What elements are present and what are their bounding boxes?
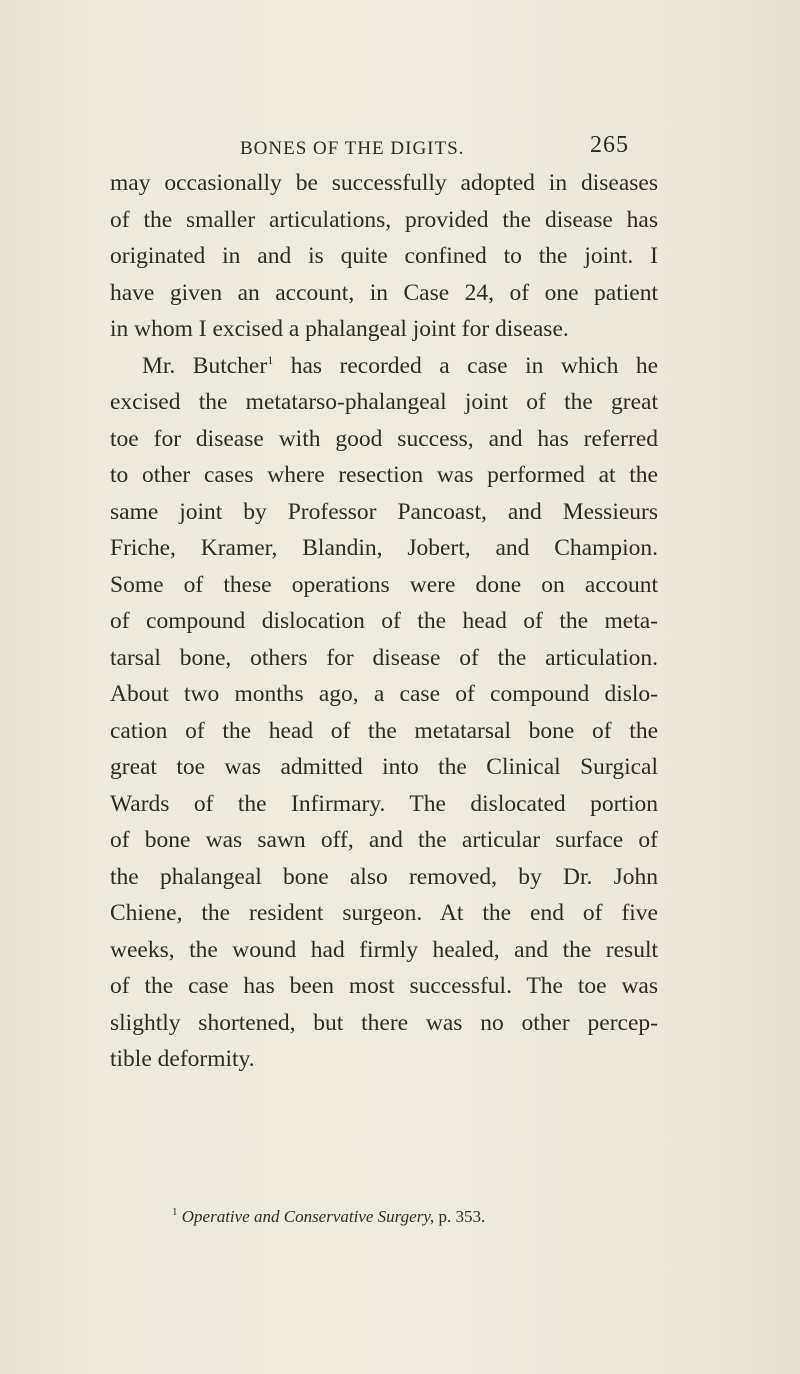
text-line: tarsal bone, others for disease of the articulation.: [110, 644, 658, 671]
footnote: [172, 1207, 485, 1227]
text-fragment: has recorded a case in which he: [290, 352, 659, 379]
footnote-page: p. 353.: [438, 1207, 486, 1226]
text-line: Chiene, the resident surgeon. At the end of five: [110, 900, 658, 926]
text-line: great toe was admitted into the Clinical Surgical: [110, 754, 658, 780]
text-line: of bone was sawn off, and the articular surface of: [110, 827, 658, 853]
text-line: same joint by Professor Pancoast, and Messieurs: [110, 498, 658, 525]
body-text: [110, 165, 658, 1078]
text-line: slightly shortened, but there was no other percep-: [110, 1009, 658, 1036]
text-line: of the smaller articulations, provided the disease has: [110, 206, 658, 233]
footnote-marker: 1: [172, 1206, 178, 1218]
text-line: originated in and is quite confined to the joint. I: [110, 243, 658, 269]
text-line: weeks, the wound had firmly healed, and the result: [110, 936, 658, 963]
text-line: the phalangeal bone also removed, by Dr. John: [110, 863, 658, 890]
text-line: excised the metatarso-phalangeal joint of the great: [110, 389, 658, 415]
text-line: may occasionally be successfully adopted in diseases: [110, 170, 658, 196]
text-line: cation of the head of the metatarsal bone of the: [110, 717, 658, 744]
footnote-reference: 1: [267, 352, 274, 367]
text-line: to other cases where resection was performed at the: [110, 462, 658, 488]
text-fragment: Mr. Butcher: [142, 352, 268, 379]
text-line: of compound dislocation of the head of the meta-: [110, 608, 658, 634]
text-line: Some of these operations were done on account: [110, 571, 658, 598]
text-line-with-footnote-ref: [110, 348, 658, 385]
text-line: have given an account, in Case 24, of one patient: [110, 279, 658, 306]
running-head: BONES OF THE DIGITS.: [240, 138, 465, 159]
footnote-title: Operative and Conservative Surgery,: [181, 1207, 435, 1226]
text-line: in whom I excised a phalangeal joint for disease.: [110, 316, 569, 342]
text-line: Friche, Kramer, Blandin, Jobert, and Champion.: [110, 535, 658, 561]
text-line: Wards of the Infirmary. The dislocated portion: [110, 790, 658, 817]
text-line: About two months ago, a case of compound dislo-: [110, 681, 658, 707]
text-line: toe for disease with good success, and has referred: [110, 425, 658, 452]
text-line: of the case has been most successful. The toe was: [110, 973, 658, 999]
page-number: 265: [590, 132, 629, 158]
text-line: tible deformity.: [110, 1046, 255, 1072]
